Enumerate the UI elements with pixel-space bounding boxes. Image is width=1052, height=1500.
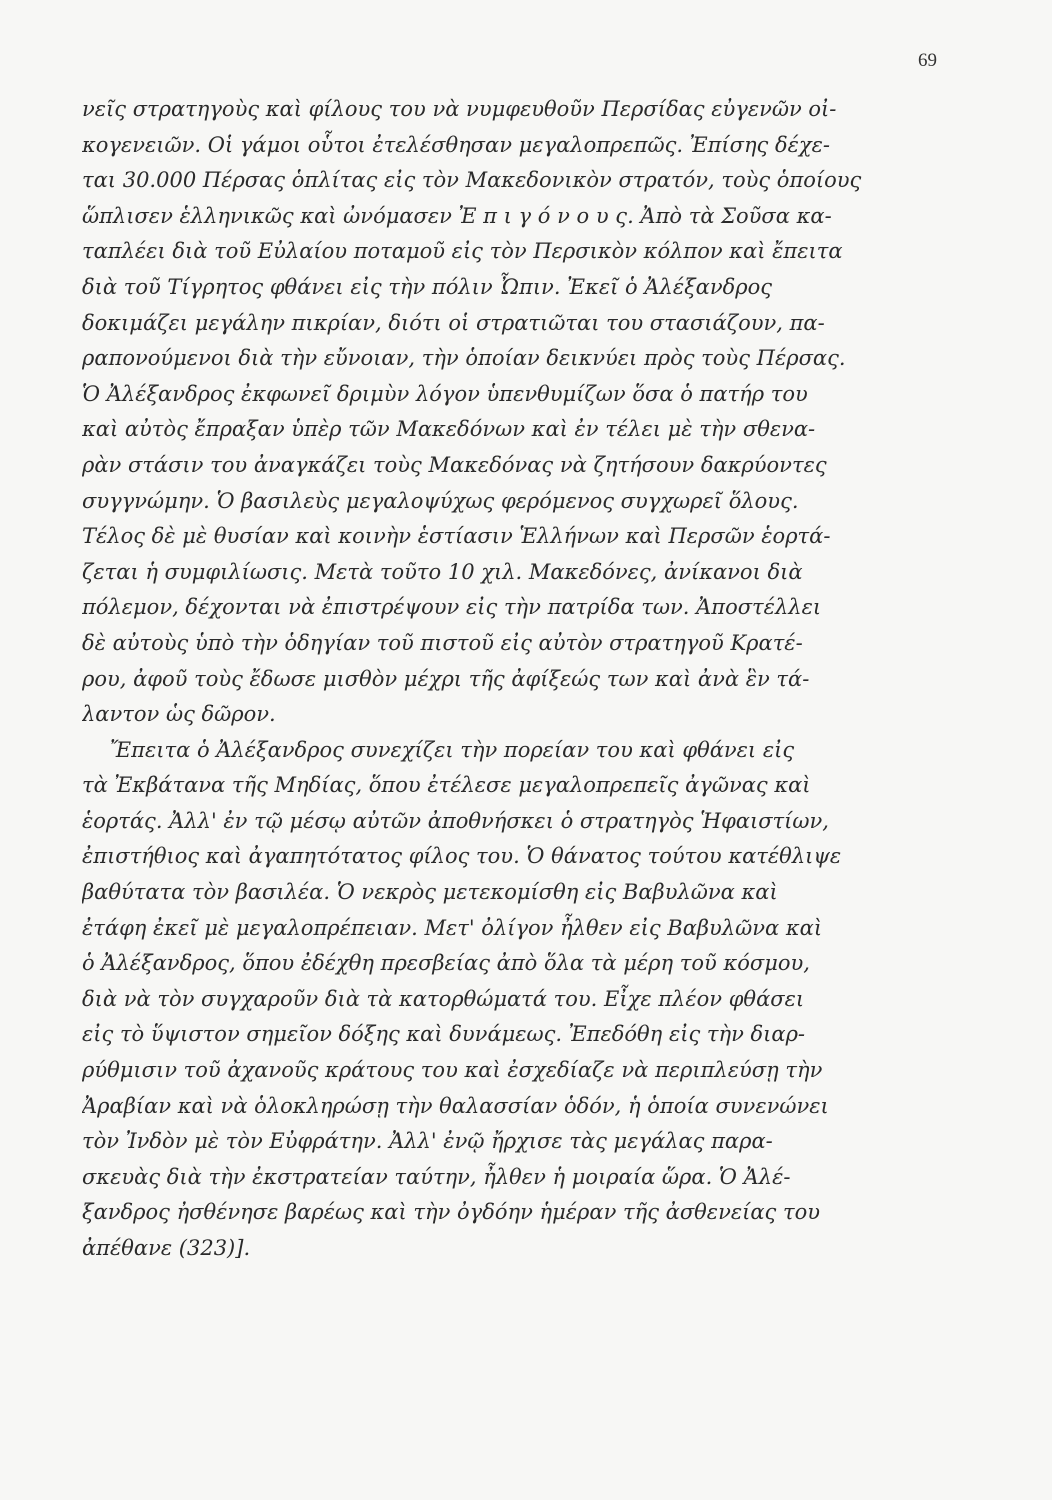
text-line: λαντον ὡς δῶρον.: [82, 702, 276, 727]
text-line: διὰ τοῦ Τίγρητος φθάνει εἰς τὴν πόλιν Ὦπιν. Ἐκεῖ ὁ Ἀλέξανδρος: [82, 274, 773, 299]
text-line: ὁ Ἀλέξανδρος, ὅπου ἐδέχθη πρεσβείας ἀπὸ ὅλα τὰ μέρη τοῦ κόσμου,: [82, 951, 810, 976]
text-line: ἐτάφη ἐκεῖ μὲ μεγαλοπρέπειαν. Μετ' ὀλίγον ἦλθεν εἰς Βαβυλῶνα καὶ: [82, 915, 823, 940]
text-line: διὰ νὰ τὸν συγχαροῦν διὰ τὰ κατορθώματά του. Εἶχε πλέον φθάσει: [82, 986, 805, 1011]
text-line: εἰς τὸ ὕψιστον σημεῖον δόξης καὶ δυνάμεως. Ἐπεδόθη εἰς τὴν διαρ-: [82, 1022, 806, 1047]
text-line: καὶ αὐτὸς ἔπραξαν ὑπὲρ τῶν Μακεδόνων καὶ ἐν τέλει μὲ τὴν σθενα-: [82, 417, 816, 442]
text-line: σκευὰς διὰ τὴν ἐκστρατείαν ταύτην, ἦλθεν ἡ μοιραία ὥρα. Ὁ Ἀλέ-: [82, 1164, 791, 1189]
text-line: δὲ αὐτοὺς ὑπὸ τὴν ὁδηγίαν τοῦ πιστοῦ εἰς αὐτὸν στρατηγοῦ Κρατέ-: [82, 630, 803, 655]
text-line: ὥπλισεν ἑλληνικῶς καὶ ὠνόμασεν Ἐ π ι γ ό ν ο υ ς. Ἀπὸ τὰ Σοῦσα κα-: [82, 203, 832, 228]
paragraph-2: [82, 733, 942, 1267]
text-line: ξανδρος ἠσθένησε βαρέως καὶ τὴν ὀγδόην ἡμέραν τῆς ἀσθενείας του: [82, 1200, 820, 1225]
text-line: Ἀραβίαν καὶ νὰ ὁλοκληρώσῃ τὴν θαλασσίαν ὁδόν, ἡ ὁποία συνενώνει: [82, 1093, 829, 1118]
text-line: ἀπέθανε (323)].: [82, 1236, 251, 1260]
text-line: κογενειῶν. Οἱ γάμοι οὗτοι ἐτελέσθησαν μεγαλοπρεπῶς. Ἐπίσης δέχε-: [82, 132, 830, 157]
text-line: ται 30.000 Πέρσας ὁπλίτας εἰς τὸν Μακεδονικὸν στρατόν, τοὺς ὁποίους: [82, 168, 862, 193]
text-line: συγγνώμην. Ὁ βασιλεὺς μεγαλοψύχως φερόμενος συγχωρεῖ ὅλους.: [82, 488, 799, 513]
text-line: πόλεμον, δέχονται νὰ ἐπιστρέψουν εἰς τὴν πατρίδα των. Ἀποστέλλει: [82, 595, 822, 620]
paragraph-1: [82, 92, 942, 733]
text-line: Ὁ Ἀλέξανδρος ἐκφωνεῖ δριμὺν λόγον ὑπενθυμίζων ὅσα ὁ πατήρ του: [82, 381, 808, 406]
text-line: ταπλέει διὰ τοῦ Εὐλαίου ποταμοῦ εἰς τὸν Περσικὸν κόλπον καὶ ἔπειτα: [82, 239, 843, 264]
page-number: 69: [918, 50, 937, 71]
text-line: ζεται ἡ συμφιλίωσις. Μετὰ τοῦτο 10 χιλ. Μακεδόνες, ἀνίκανοι διὰ: [82, 559, 803, 584]
text-line: δοκιμάζει μεγάλην πικρίαν, διότι οἱ στρατιῶται του στασιάζουν, πα-: [82, 310, 825, 335]
text-line: ρου, ἀφοῦ τοὺς ἔδωσε μισθὸν μέχρι τῆς ἀφίξεώς των καὶ ἀνὰ ἓν τά-: [82, 666, 810, 691]
text-line: νεῖς στρατηγοὺς καὶ φίλους του νὰ νυμφευθοῦν Περσίδας εὐγενῶν οἰ-: [82, 97, 837, 121]
text-line: τὰ Ἐκβάτανα τῆς Μηδίας, ὅπου ἐτέλεσε μεγαλοπρεπεῖς ἀγῶνας καὶ: [82, 773, 811, 798]
text-line: Ἔπειτα ὁ Ἀλέξανδρος συνεχίζει τὴν πορείαν του καὶ φθάνει εἰς: [110, 737, 795, 762]
text-line: ρὰν στάσιν του ἀναγκάζει τοὺς Μακεδόνας νὰ ζητήσουν δακρύοντες: [82, 452, 827, 477]
body-text: [82, 92, 942, 1267]
text-line: ἑορτάς. Ἀλλ' ἐν τῷ μέσῳ αὐτῶν ἀποθνήσκει ὁ στρατηγὸς Ἡφαιστίων,: [82, 808, 829, 833]
text-line: Τέλος δὲ μὲ θυσίαν καὶ κοινὴν ἑστίασιν Ἑλλήνων καὶ Περσῶν ἑορτά-: [82, 524, 831, 549]
text-line: ρύθμισιν τοῦ ἀχανοῦς κράτους του καὶ ἐσχεδίαζε νὰ περιπλεύσῃ τὴν: [82, 1058, 823, 1083]
text-line: ἐπιστήθιος καὶ ἀγαπητότατος φίλος του. Ὁ θάνατος τούτου κατέθλιψε: [82, 844, 842, 869]
text-line: βαθύτατα τὸν βασιλέα. Ὁ νεκρὸς μετεκομίσθη εἰς Βαβυλῶνα καὶ: [82, 880, 778, 905]
text-line: τὸν Ἰνδὸν μὲ τὸν Εὐφράτην. Ἀλλ' ἐνῷ ἤρχισε τὰς μεγάλας παρα-: [82, 1129, 773, 1154]
text-line: ραπονούμενοι διὰ τὴν εὔνοιαν, τὴν ὁποίαν δεικνύει πρὸς τοὺς Πέρσας.: [82, 346, 846, 371]
